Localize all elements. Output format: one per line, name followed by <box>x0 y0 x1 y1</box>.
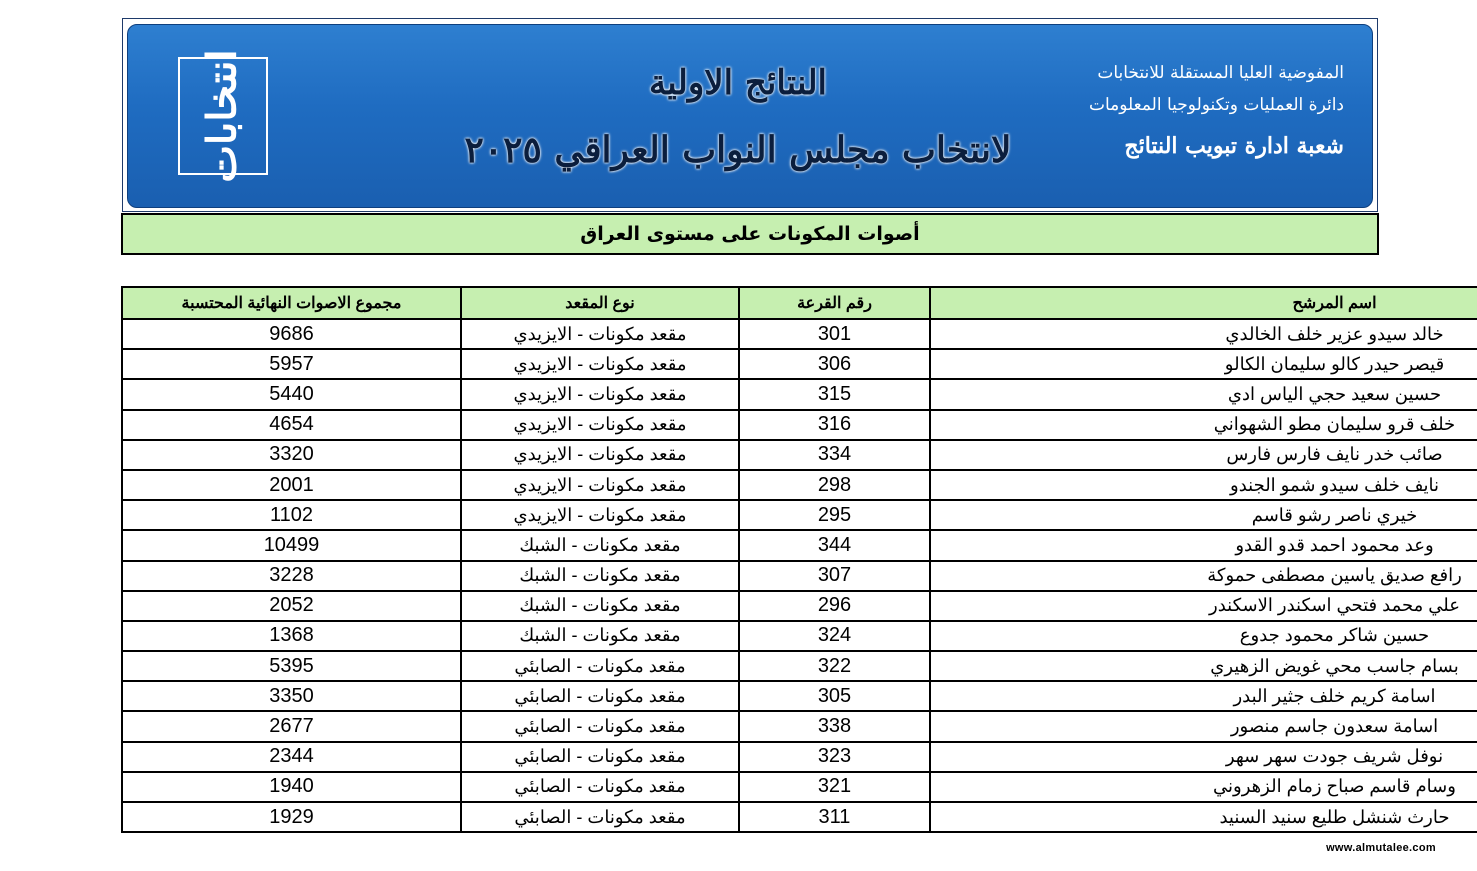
cell-candidate-name: حسين سعيد حجي الياس ادي <box>930 379 1477 409</box>
cell-ballot-number: 301 <box>739 319 930 349</box>
cell-total-votes: 5395 <box>122 651 461 681</box>
cell-seat-type: مقعد مكونات - الشبك <box>461 530 739 560</box>
cell-ballot-number: 295 <box>739 500 930 530</box>
cell-total-votes: 1940 <box>122 772 461 802</box>
cell-candidate-name: رافع صديق ياسين مصطفى حموكة <box>930 561 1477 591</box>
logo-text: انتخابات <box>199 49 246 183</box>
cell-ballot-number: 322 <box>739 651 930 681</box>
cell-candidate-name: نوفل شريف جودت سهر سهر <box>930 742 1477 772</box>
cell-seat-type: مقعد مكونات - الشبك <box>461 621 739 651</box>
cell-ballot-number: 306 <box>739 349 930 379</box>
cell-ballot-number: 323 <box>739 742 930 772</box>
cell-total-votes: 1929 <box>122 802 461 832</box>
cell-ballot-number: 305 <box>739 681 930 711</box>
cell-seat-type: مقعد مكونات - الصابئي <box>461 681 739 711</box>
table-row <box>122 711 1477 741</box>
org-division: شعبة ادارة تبويب النتائج <box>1124 133 1344 159</box>
cell-candidate-name: خلف قرو سليمان مطو الشهواني <box>930 410 1477 440</box>
cell-ballot-number: 311 <box>739 802 930 832</box>
cell-candidate-name: خيري ناصر رشو قاسم <box>930 500 1477 530</box>
table-row <box>122 681 1477 711</box>
header-total-votes: مجموع الاصوات النهائية المحتسبة <box>122 287 461 319</box>
table-header-row <box>122 287 1477 319</box>
cell-total-votes: 5957 <box>122 349 461 379</box>
cell-seat-type: مقعد مكونات - الشبك <box>461 591 739 621</box>
cell-seat-type: مقعد مكونات - الصابئي <box>461 772 739 802</box>
header-seat-type: نوع المقعد <box>461 287 739 319</box>
cell-total-votes: 3228 <box>122 561 461 591</box>
table-row <box>122 621 1477 651</box>
cell-total-votes: 2001 <box>122 470 461 500</box>
cell-ballot-number: 324 <box>739 621 930 651</box>
cell-candidate-name: وسام قاسم صباح زمام الزهروني <box>930 772 1477 802</box>
results-table <box>121 286 1477 833</box>
cell-candidate-name: اسامة كريم خلف جثير البدر <box>930 681 1477 711</box>
org-department: دائرة العمليات وتكنولوجيا المعلومات <box>1088 95 1344 115</box>
table-body <box>122 319 1477 832</box>
cell-ballot-number: 338 <box>739 711 930 741</box>
cell-seat-type: مقعد مكونات - الايزيدي <box>461 440 739 470</box>
cell-candidate-name: بسام جاسب محي غويض الزهيري <box>930 651 1477 681</box>
table-row <box>122 410 1477 440</box>
cell-candidate-name: خالد سيدو عزير خلف الخالدي <box>930 319 1477 349</box>
cell-ballot-number: 298 <box>739 470 930 500</box>
table-row <box>122 500 1477 530</box>
cell-ballot-number: 334 <box>739 440 930 470</box>
table-row <box>122 802 1477 832</box>
table-row <box>122 651 1477 681</box>
table-row <box>122 742 1477 772</box>
table-row <box>122 349 1477 379</box>
site-watermark: www.almutalee.com <box>1312 840 1450 856</box>
cell-total-votes: 2052 <box>122 591 461 621</box>
cell-candidate-name: حسين شاكر محمود جدوع <box>930 621 1477 651</box>
header-ballot-number: رقم القرعة <box>739 287 930 319</box>
cell-ballot-number: 315 <box>739 379 930 409</box>
table-row <box>122 379 1477 409</box>
table-row <box>122 470 1477 500</box>
table-row <box>122 591 1477 621</box>
cell-candidate-name: علي محمد فتحي اسكندر الاسكندر <box>930 591 1477 621</box>
cell-seat-type: مقعد مكونات - الصابئي <box>461 802 739 832</box>
cell-ballot-number: 321 <box>739 772 930 802</box>
cell-candidate-name: وعد محمود احمد قدو القدو <box>930 530 1477 560</box>
banner <box>127 24 1373 208</box>
cell-seat-type: مقعد مكونات - الصابئي <box>461 742 739 772</box>
cell-candidate-name: حارث شنشل طليع سنيد السنيد <box>930 802 1477 832</box>
cell-seat-type: مقعد مكونات - الايزيدي <box>461 349 739 379</box>
cell-total-votes: 5440 <box>122 379 461 409</box>
cell-seat-type: مقعد مكونات - الايزيدي <box>461 410 739 440</box>
cell-total-votes: 3320 <box>122 440 461 470</box>
banner-title: النتائج الاولية <box>648 63 828 103</box>
cell-candidate-name: صائب خدر نايف فارس فارس <box>930 440 1477 470</box>
cell-seat-type: مقعد مكونات - الايزيدي <box>461 470 739 500</box>
cell-total-votes: 4654 <box>122 410 461 440</box>
section-title: أصوات المكونات على مستوى العراق <box>121 213 1379 255</box>
cell-candidate-name: قيصر حيدر كالو سليمان الكالو <box>930 349 1477 379</box>
org-commission: المفوضية العليا المستقلة للانتخابات <box>1097 63 1344 83</box>
table-row <box>122 561 1477 591</box>
header-candidate-name: اسم المرشح <box>930 287 1477 319</box>
cell-total-votes: 1102 <box>122 500 461 530</box>
cell-total-votes: 3350 <box>122 681 461 711</box>
cell-candidate-name: اسامة سعدون جاسم منصور <box>930 711 1477 741</box>
cell-ballot-number: 296 <box>739 591 930 621</box>
cell-seat-type: مقعد مكونات - الايزيدي <box>461 500 739 530</box>
table-row <box>122 319 1477 349</box>
table-row <box>122 530 1477 560</box>
cell-total-votes: 1368 <box>122 621 461 651</box>
cell-ballot-number: 307 <box>739 561 930 591</box>
cell-candidate-name: نايف خلف سيدو شمو الجندو <box>930 470 1477 500</box>
cell-seat-type: مقعد مكونات - الصابئي <box>461 651 739 681</box>
cell-ballot-number: 316 <box>739 410 930 440</box>
table-row <box>122 772 1477 802</box>
cell-ballot-number: 344 <box>739 530 930 560</box>
cell-total-votes: 10499 <box>122 530 461 560</box>
table-row <box>122 440 1477 470</box>
cell-seat-type: مقعد مكونات - الصابئي <box>461 711 739 741</box>
banner-subtitle: لانتخاب مجلس النواب العراقي ٢٠٢٥ <box>464 129 1012 171</box>
cell-total-votes: 2344 <box>122 742 461 772</box>
commission-logo <box>178 49 268 183</box>
cell-seat-type: مقعد مكونات - الايزيدي <box>461 379 739 409</box>
cell-total-votes: 2677 <box>122 711 461 741</box>
cell-seat-type: مقعد مكونات - الشبك <box>461 561 739 591</box>
cell-total-votes: 9686 <box>122 319 461 349</box>
cell-seat-type: مقعد مكونات - الايزيدي <box>461 319 739 349</box>
